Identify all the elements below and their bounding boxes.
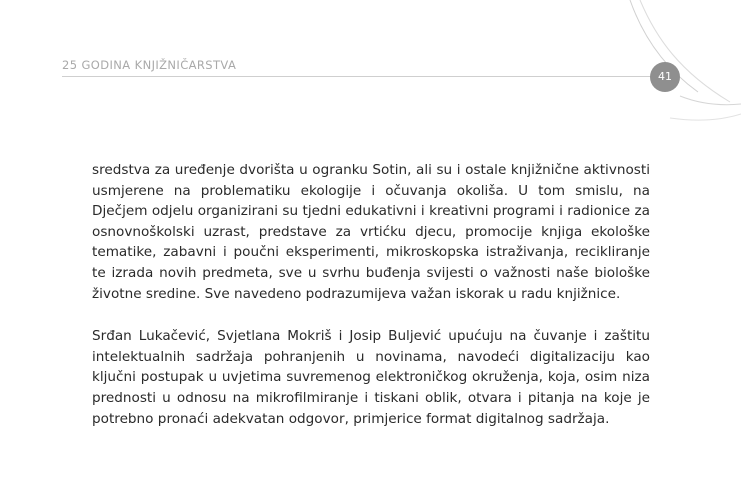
paragraph-cut-off xyxy=(92,451,650,465)
running-header-title: 25 GODINA KNJIŽNIČARSTVA xyxy=(62,58,237,72)
header-divider xyxy=(62,76,658,77)
page-number-badge: 41 xyxy=(650,62,680,92)
body-text xyxy=(92,160,650,487)
paragraph: Srđan Lukačević, Svjetlana Mokriš i Josip Buljević upućuju na čuvanje i zaštitu intelektualnih sadržaja pohranjenih u novinama, navodeći digitalizaciju kao ključni postupak u uvjetima suvremenog elektroničkog okruženja, koja, osim niza prednosti u odnosu na mikrofilmiranje i tiskani oblik, otvara i pitanja na koje je potrebno pronaći adekvatan odgovor, primjerice format digitalnog sadržaja. xyxy=(92,328,650,427)
paragraph: sredstva za uređenje dvorišta u ogranku Sotin, ali su i ostale knjižnične aktivnosti usmjerene na problematiku ekologije i očuvanja okoliša. U tom smislu, na Dječjem odjelu organizirani su tjedni edukativni i kreativni programi i radionice za osnovnoškolski uzrast, predstave za vrtićku djecu, promocije knjiga ekološke tematike, zabavni i poučni eksperimenti, mikroskopska istraživanja, recikliranje te izrada novih predmeta, sve u svrhu buđenja svijesti o važnosti naše biološke životne sredine. Sve navedeno podrazumijeva važan iskorak u radu knjižnice. xyxy=(92,162,650,302)
decorative-arcs xyxy=(560,0,741,130)
